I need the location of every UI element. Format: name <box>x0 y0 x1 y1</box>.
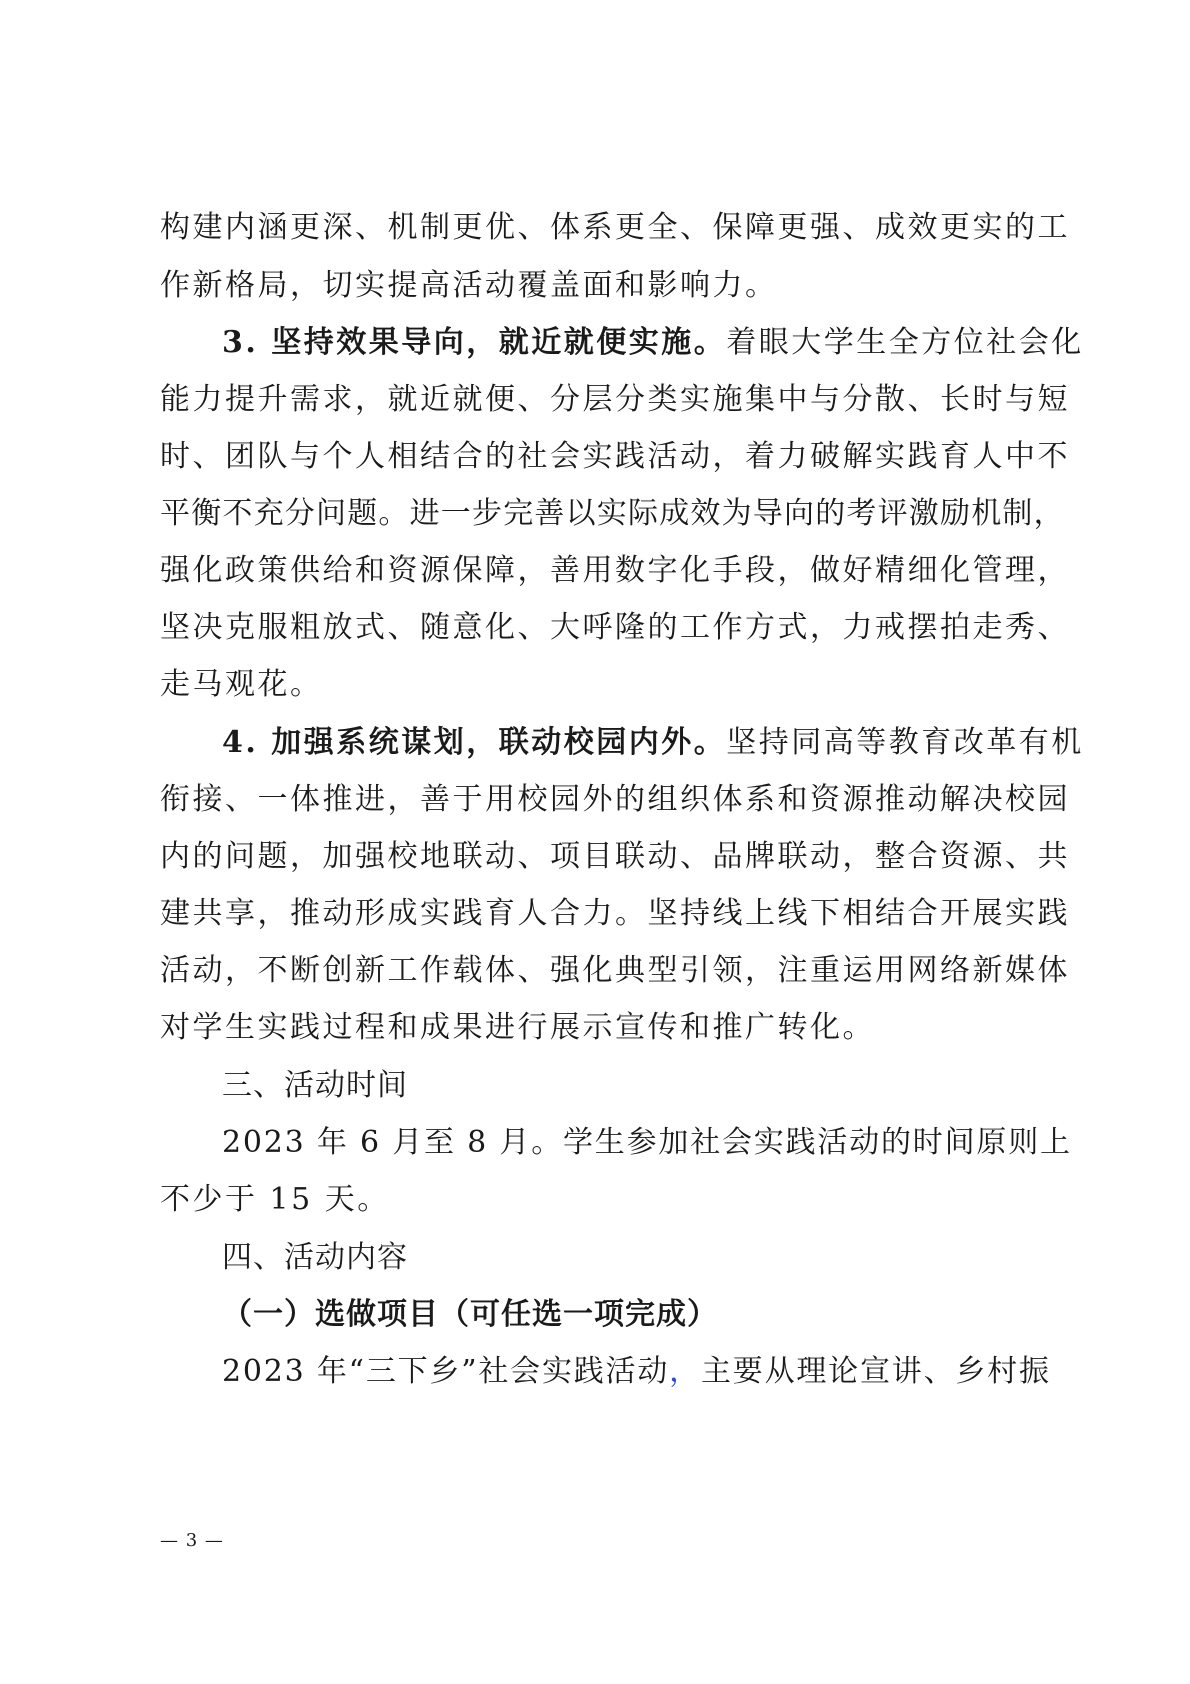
item-4-title: 4. 加强系统谋划，联动校园内外。 <box>222 725 727 760</box>
paragraph-line: 内的问题，加强校地联动、项目联动、品牌联动，整合资源、共 <box>160 839 1070 874</box>
paragraph-line: 建共享，推动形成实践育人合力。坚持线上线下相结合开展实践 <box>160 896 1070 931</box>
paragraph-line: 作新格局，切实提高活动覆盖面和影响力。 <box>160 268 778 303</box>
section-4-comma: ， <box>669 1354 701 1389</box>
paragraph-line: 坚决克服粗放式、随意化、大呼隆的工作方式，力戒摆拍走秀、 <box>160 610 1070 645</box>
paragraph-line <box>222 1352 1051 1392</box>
paragraph-line: 衔接、一体推进，善于用校园外的组织体系和资源推动解决校园 <box>160 782 1070 817</box>
paragraph-line: 2023 年 6 月至 8 月。学生参加社会实践活动的时间原则上 <box>222 1125 1072 1160</box>
paragraph-line: 构建内涵更深、机制更优、体系更全、保障更强、成效更实的工 <box>160 210 1070 245</box>
paragraph-line: 强化政策供给和资源保障，善用数字化手段，做好精细化管理， <box>160 553 1070 588</box>
paragraph-line: 走马观花。 <box>160 667 323 702</box>
section-4-subheading: （一）选做项目（可任选一项完成） <box>222 1297 718 1332</box>
item-3-first-line <box>222 323 1084 363</box>
item-4-first-line <box>222 723 1084 763</box>
page-number: — 3 — <box>160 1530 224 1551</box>
section-4-text-b: 主要从理论宣讲、乡村振 <box>700 1354 1051 1389</box>
section-4-heading: 四、活动内容 <box>222 1240 408 1275</box>
section-3-heading: 三、活动时间 <box>222 1068 408 1103</box>
paragraph-line: 时、团队与个人相结合的社会实践活动，着力破解实践育人中不 <box>160 439 1070 474</box>
paragraph-line: 对学生实践过程和成果进行展示宣传和推广转化。 <box>160 1010 875 1045</box>
section-4-text-a: 2023 年“三下乡”社会实践活动 <box>222 1354 670 1389</box>
paragraph-line: 不少于 15 天。 <box>160 1182 390 1217</box>
item-4-text: 坚持同高等教育改革有机 <box>726 725 1084 760</box>
paragraph-line: 平衡不充分问题。进一步完善以实际成效为导向的考评激励机制， <box>160 496 1065 531</box>
item-3-title: 3. 坚持效果导向，就近就便实施。 <box>222 325 727 360</box>
paragraph-line: 活动，不断创新工作载体、强化典型引领，注重运用网络新媒体 <box>160 953 1070 988</box>
paragraph-line: 能力提升需求，就近就便、分层分类实施集中与分散、长时与短 <box>160 382 1070 417</box>
item-3-text: 着眼大学生全方位社会化 <box>726 325 1084 360</box>
